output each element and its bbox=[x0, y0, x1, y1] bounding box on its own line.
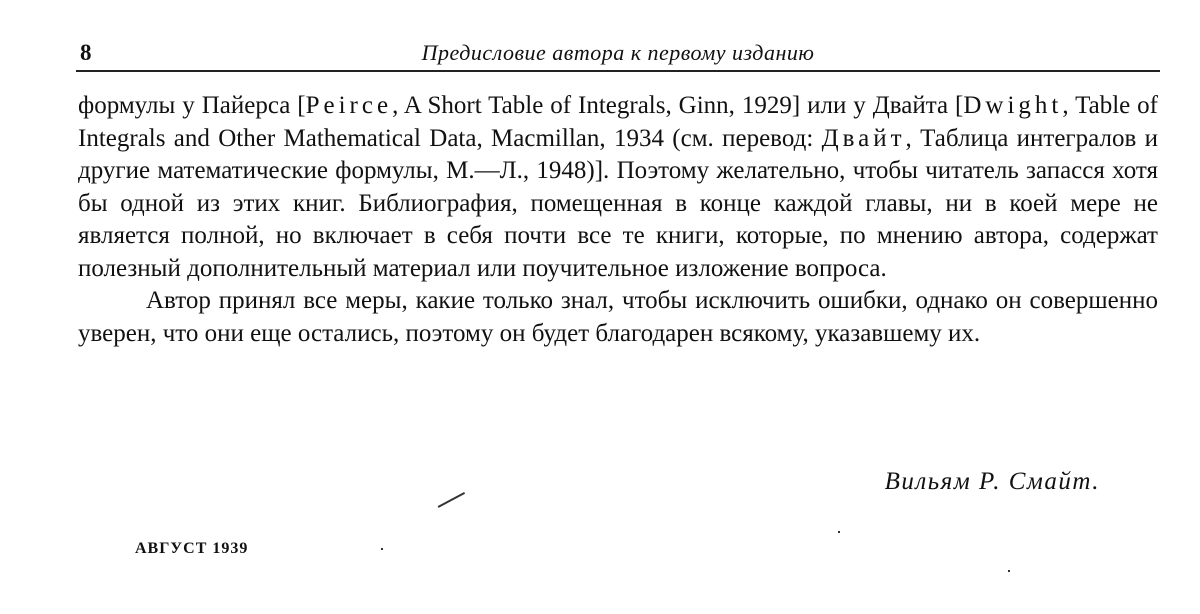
running-title: Предисловие автора к первому изданию bbox=[421, 40, 815, 65]
author-name-peirce: Peirce bbox=[305, 92, 393, 119]
paragraph-1-text-a: формулы у Пайерса [ bbox=[78, 92, 306, 119]
paragraph-1 bbox=[78, 90, 1158, 285]
scan-artifact-dot bbox=[1008, 570, 1010, 572]
page-header bbox=[76, 34, 1160, 70]
scan-artifact-stroke bbox=[438, 492, 465, 507]
paragraph-1-text-d: , Таблица интегралов и другие математические формулы, М.—Л., 1948)]. Поэтому желательно, чтобы читатель запасся хотя бы одной из этих книг. Библиография, помещенная в конце каждой главы, ни в коей мере не является полной, но включает в себя почти все те книги, которые, по мнению автора, содержат полезный дополнительный материал или поучительное изложение вопроса. bbox=[78, 124, 1158, 282]
scan-artifact-dot bbox=[838, 531, 840, 533]
author-signature: Вильям Р. Смайт. bbox=[884, 468, 1100, 495]
page-number: 8 bbox=[80, 40, 92, 65]
body-text bbox=[78, 90, 1158, 350]
preface-date: АВГУСТ 1939 bbox=[135, 540, 249, 557]
paragraph-2: Автор принял все меры, какие только знал, чтобы исключить ошибки, однако он совершенно уверен, что они еще остались, поэтому он будет благодарен всякому, указавшему их. bbox=[78, 287, 1158, 347]
paragraph-1-text-c: , Table of Integrals and Other Mathematical Data, Macmillan, 1934 (см. перевод: bbox=[78, 92, 1159, 152]
header-rule bbox=[76, 70, 1160, 72]
author-name-dwight: Dwight bbox=[963, 92, 1063, 119]
paragraph-1-text-b: , A Short Table of Integrals, Ginn, 1929] или у Двайта [ bbox=[392, 92, 964, 119]
scan-artifact-dot bbox=[381, 548, 383, 550]
author-name-dwight-ru: Двайт bbox=[821, 124, 906, 152]
